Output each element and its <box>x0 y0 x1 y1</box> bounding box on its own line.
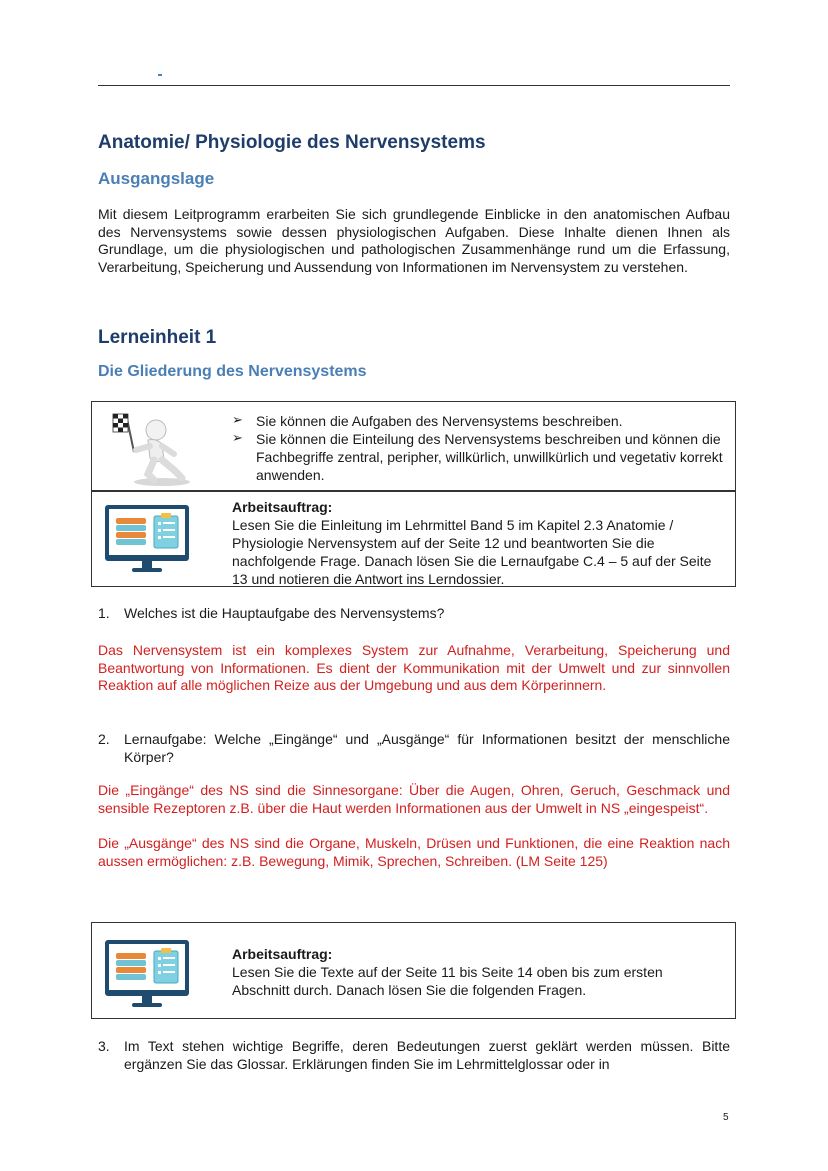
answer-2-outputs: Die „Ausgänge“ des NS sind die Organe, Muskeln, Drüsen und Funktionen, die eine Reaktion nach aussen ermöglichen: z.B. Bewegung, Mimik, Sprechen, Schreiben. (LM Seite 125) <box>98 835 730 869</box>
question-2-text: Lernaufgabe: Welche „Eingänge“ und „Ausgänge“ für Informationen besitzt der menschliche Körper? <box>124 731 730 765</box>
task-1-text: Lesen Sie die Einleitung im Lehrmittel Band 5 im Kapitel 2.3 Anatomie / Physiologie Nervensystem auf der Seite 12 und beantworten Sie die nachfolgende Frage. Danach lösen Sie die Lernaufgabe C.4 – 5 auf der Seite 13 und notieren die Antwort ins Lerndossier. <box>232 517 712 587</box>
learning-box <box>91 401 736 587</box>
task-box-2 <box>91 922 736 1019</box>
answer-1: Das Nervensystem ist ein komplexes System zur Aufnahme, Verarbeitung, Speicherung und Beantwortung von Informationen. Es dient der Kommunikation mit der Umwelt und zur sinnvollen Reaktion auf alle möglichen Reize aus der Umgebung und aus dem Körperinnern. <box>98 642 730 694</box>
unit-subtitle: Die Gliederung des Nervensystems <box>98 363 367 380</box>
header-rule <box>98 85 730 86</box>
question-1-number: 1. <box>98 605 110 621</box>
task-2-text: Lesen Sie die Texte auf der Seite 11 bis Seite 14 oben bis zum ersten Abschnitt durch. Danach lösen Sie die folgenden Fragen. <box>232 964 663 998</box>
page-number: 5 <box>723 1112 729 1123</box>
page-title: Anatomie/ Physiologie des Nervensystems <box>98 132 486 153</box>
question-3-number: 3. <box>98 1038 110 1054</box>
question-3-text: Im Text stehen wichtige Begriffe, deren Bedeutungen zuerst geklärt werden müssen. Bitte ergänzen Sie das Glossar. Erklärungen finden Sie im Lehrmittelglossar oder in <box>124 1038 730 1072</box>
task-2-title: Arbeitsauftrag: <box>232 946 333 962</box>
header-mark <box>158 74 162 76</box>
finish-flag-figure-icon <box>104 408 192 488</box>
monitor-books-checklist-icon <box>104 939 190 1011</box>
intro-paragraph: Mit diesem Leitprogramm erarbeiten Sie sich grundlegende Einblicke in den anatomischen Aufbau des Nervensystems sowie dessen physiologischen Aufgaben. Diese Inhalte dienen Ihnen als Grundlage, um die physiologischen und pathologischen Zusammenhänge rund um die Erfassung, Verarbeitung, Speicherung und Aussendung von Informationen im Nervensystem zu verstehen. <box>98 206 730 275</box>
task-2 <box>232 945 723 999</box>
objectives <box>232 412 723 484</box>
task-1 <box>232 498 723 588</box>
objective-item: ➢ Sie können die Einteilung des Nervensystems beschreiben und können die Fachbegriffe zentral, peripher, willkürlich, unwillkürlich und vegetativ korrekt anwenden. <box>232 430 723 484</box>
unit-title: Lerneinheit 1 <box>98 327 217 348</box>
question-2-number: 2. <box>98 731 110 747</box>
objective-item: ➢ Sie können die Aufgaben des Nervensystems beschreiben. <box>232 412 723 430</box>
answer-2-inputs: Die „Eingänge“ des NS sind die Sinnesorgane: Über die Augen, Ohren, Geruch, Geschmack und sensible Rezeptoren z.B. über die Haut werden Informationen aus der Umwelt in NS „eingespeist“. <box>98 782 730 816</box>
task-1-title: Arbeitsauftrag: <box>232 499 333 515</box>
monitor-books-checklist-icon <box>104 504 190 576</box>
box-divider <box>92 490 735 492</box>
section-heading-ausgangslage: Ausgangslage <box>98 169 215 188</box>
question-1-text: Welches ist die Hauptaufgabe des Nervensystems? <box>124 605 445 621</box>
